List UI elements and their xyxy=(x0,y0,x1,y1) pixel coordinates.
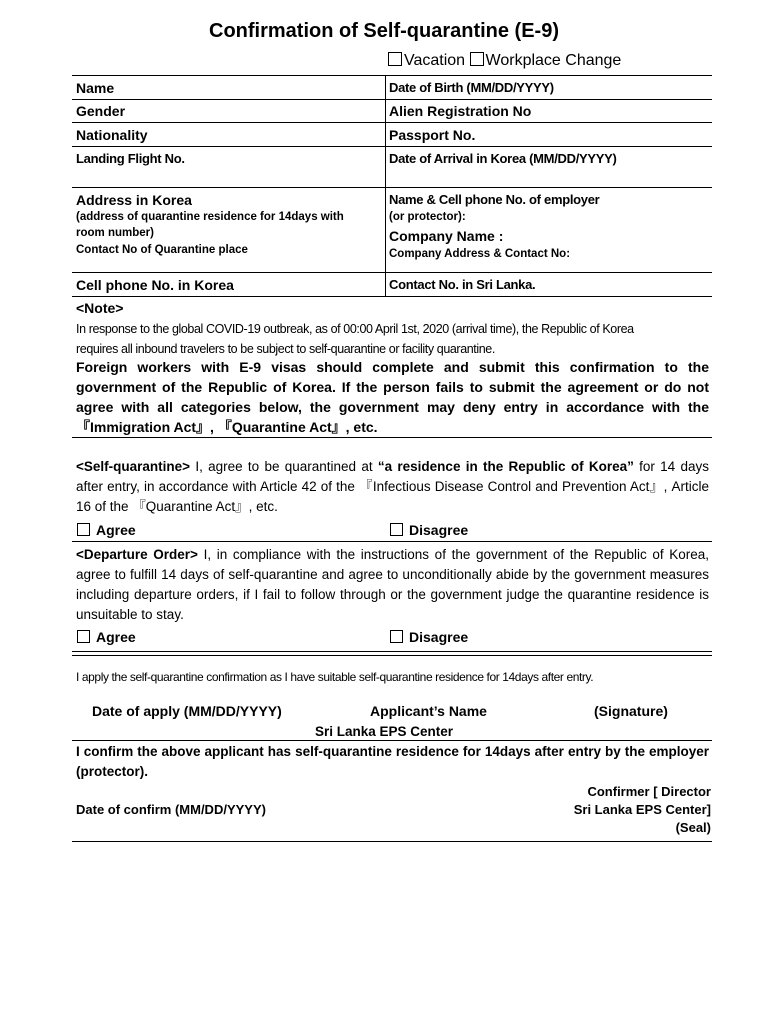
agree-checkbox[interactable] xyxy=(77,523,90,536)
seal-label: (Seal) xyxy=(675,820,711,835)
form-title: Confirmation of Self-quarantine (E-9) xyxy=(209,20,559,42)
section-divider xyxy=(72,541,712,542)
self-quarantine-place: “a residence in the Republic of Korea” xyxy=(377,459,634,474)
table-border-bottom xyxy=(72,296,712,297)
passport-label: Passport No. xyxy=(389,127,476,143)
self-quarantine-disagree-option[interactable] xyxy=(390,522,468,538)
table-row-divider xyxy=(72,146,712,147)
address-label: Address in Korea xyxy=(76,192,192,208)
departure-order-text xyxy=(76,545,709,625)
self-quarantine-text-a: I, agree to be quarantined at xyxy=(190,459,378,474)
name-label: Name xyxy=(76,80,115,96)
workplace-change-label: Workplace Change xyxy=(485,52,622,69)
vacation-checkbox[interactable] xyxy=(388,52,402,66)
confirmer-line-1: Confirmer [ Director xyxy=(587,784,711,799)
double-divider-bottom xyxy=(72,655,712,656)
table-row-divider xyxy=(72,99,712,100)
self-quarantine-agree-option[interactable] xyxy=(77,522,136,538)
signature-label: (Signature) xyxy=(594,703,668,719)
departure-agree-option[interactable] xyxy=(77,629,136,645)
company-name-label: Company Name : xyxy=(389,228,504,244)
arrival-date-label: Date of Arrival in Korea (MM/DD/YYYY) xyxy=(389,151,617,166)
employer-label: Name & Cell phone No. of employer xyxy=(389,192,600,207)
agree-label: Agree xyxy=(96,522,136,538)
disagree-label: Disagree xyxy=(409,629,469,645)
confirmer-line-2: Sri Lanka EPS Center] xyxy=(573,802,711,817)
note-divider xyxy=(72,437,712,438)
note-line-2: requires all inbound travelers to be subject to self-quarantine or facility quarantine. xyxy=(76,342,495,356)
departure-order-body: I, in compliance with the instructions of the government of the Republic of Korea, agree to fulfill 14 days of self-quarantine and agree to unconditionally abide by the government measures including departure orders, if I fail to follow through or the government judge the quarantine residence is unsuitable to stay. xyxy=(76,547,709,622)
self-quarantine-label: <Self-quarantine> xyxy=(76,459,191,474)
landing-flight-label: Landing Flight No. xyxy=(76,151,185,166)
disagree-label: Disagree xyxy=(409,522,469,538)
note-line-1: In response to the global COVID-19 outbreak, as of 00:00 April 1st, 2020 (arrival time), the Republic of Korea xyxy=(76,322,634,336)
self-quarantine-text-b: for 14 days after entry, in accordance with Article 42 of the 『Infectious Disease Control and Prevention Act』, Article 16 of the 『Quarantine Act』, etc. xyxy=(76,459,709,514)
departure-disagree-option[interactable] xyxy=(390,629,468,645)
form-bottom-border xyxy=(72,841,712,842)
gender-label: Gender xyxy=(76,103,126,119)
purpose-options xyxy=(388,52,621,70)
note-heading: <Note> xyxy=(76,300,124,316)
company-address-label: Company Address & Contact No: xyxy=(389,248,571,260)
note-text xyxy=(76,319,709,359)
eps-center-label: Sri Lanka EPS Center xyxy=(314,724,454,739)
self-quarantine-text xyxy=(76,457,709,517)
note-bold-text: Foreign workers with E-9 visas should complete and submit this confirmation to the government of the Republic of Korea. If the person fails to submit the agreement or do not agree with all categories below, the government may deny entry in accordance with the 『Immigration Act』, 『Quarantine Act』, etc. xyxy=(76,359,709,435)
table-column-divider xyxy=(385,75,386,296)
table-row-divider xyxy=(72,272,712,273)
agree-checkbox[interactable] xyxy=(77,630,90,643)
cell-korea-label: Cell phone No. in Korea xyxy=(76,277,234,293)
departure-order-label: <Departure Order> xyxy=(76,547,198,562)
quarantine-contact-label: Contact No of Quarantine place xyxy=(76,244,248,256)
table-border-top xyxy=(72,75,712,76)
contact-srilanka-label: Contact No. in Sri Lanka. xyxy=(389,277,536,292)
dob-label: Date of Birth (MM/DD/YYYY) xyxy=(389,80,554,95)
date-of-apply-label: Date of apply (MM/DD/YYYY) xyxy=(92,703,282,719)
vacation-label: Vacation xyxy=(404,52,466,69)
address-note: (address of quarantine residence for 14days with xyxy=(76,211,344,223)
address-note-continued: room number) xyxy=(76,227,154,239)
double-divider-top xyxy=(72,651,712,652)
alien-registration-label: Alien Registration No xyxy=(389,103,532,119)
agree-label: Agree xyxy=(96,629,136,645)
confirm-divider xyxy=(72,740,712,741)
date-of-confirm-label: Date of confirm (MM/DD/YYYY) xyxy=(76,802,266,817)
table-row-divider xyxy=(72,122,712,123)
workplace-change-checkbox[interactable] xyxy=(470,52,484,66)
table-row-divider xyxy=(72,187,712,188)
disagree-checkbox[interactable] xyxy=(390,523,403,536)
applicant-name-label: Applicant’s Name xyxy=(370,703,487,719)
nationality-label: Nationality xyxy=(76,127,148,143)
employer-note: (or protector): xyxy=(389,211,466,223)
confirm-statement: I confirm the above applicant has self-quarantine residence for 14days after entry by the employer (protector). xyxy=(76,744,709,779)
apply-statement: I apply the self-quarantine confirmation as I have suitable self-quarantine residence for 14days after entry. xyxy=(76,670,594,684)
disagree-checkbox[interactable] xyxy=(390,630,403,643)
